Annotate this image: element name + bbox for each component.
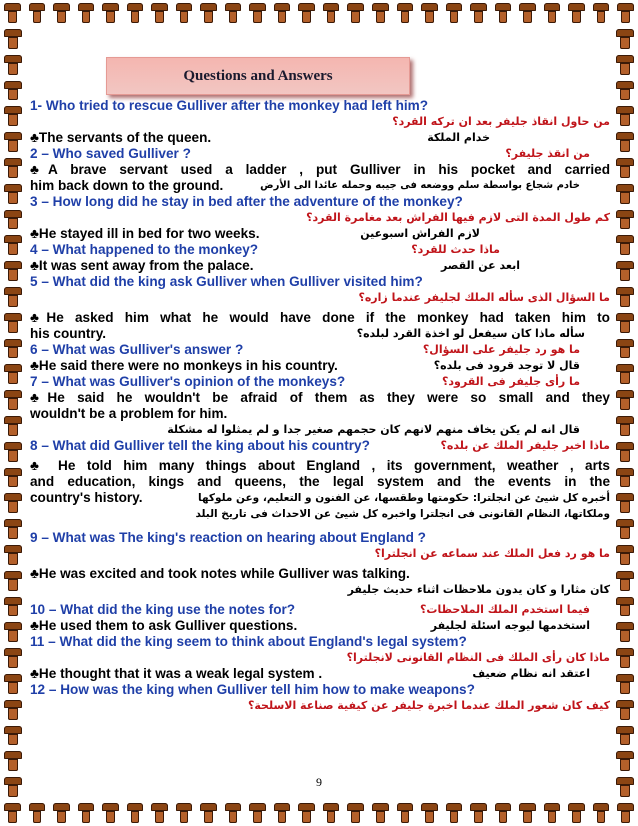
question-7: 7 – What was Gulliver's opinion of the monkeys? (30, 374, 346, 389)
border-ornament (612, 594, 638, 620)
question-6: 6 – What was Gulliver's answer ? (30, 342, 244, 357)
border-ornament (613, 800, 638, 826)
border-ornament (491, 800, 516, 826)
border-ornament (515, 0, 540, 26)
border-ornament (540, 800, 565, 826)
border-ornament (0, 748, 26, 774)
border-ornament (147, 800, 172, 826)
border-ornament (0, 258, 26, 284)
question-10: 10 – What did the king use the notes for? (30, 602, 296, 617)
border-ornament (612, 723, 638, 749)
answer-7-line-2: wouldn't be a problem for him. (30, 406, 228, 421)
answer-8-line-2: and education, kings and queens, the legal system and the events in the (30, 474, 610, 489)
border-ornament (123, 0, 148, 26)
question-6-arabic: ما هو رد جليفر على السؤال؟ (422, 343, 580, 356)
border-ornament (270, 0, 295, 26)
question-2-row (30, 146, 610, 162)
border-ornament (0, 310, 26, 336)
answer-8-arabic-1: أخبره كل شيئ عن انجلترا: حكومتها وطقسها، عن الفنون و التعليم، وعن ملوكها (198, 492, 610, 504)
question-12-arabic: كيف كان شعور الملك عندما اخبرة جليفر عن كيفية صناعة الاسلحة؟ (247, 699, 610, 712)
answer-10-row (30, 618, 610, 634)
question-4: 4 – What happened to the monkey? (30, 242, 259, 257)
border-ornament (612, 645, 638, 671)
border-ornament (393, 0, 418, 26)
border-ornament (612, 465, 638, 491)
border-ornament (612, 26, 638, 52)
border-ornament (0, 0, 25, 26)
question-10-row (30, 602, 610, 618)
border-ornament (540, 0, 565, 26)
border-ornament (0, 413, 26, 439)
border-ornament (319, 800, 344, 826)
border-ornament (0, 439, 26, 465)
border-ornament (74, 0, 99, 26)
question-11: 11 – What did the king seem to think about England's legal system? (30, 634, 467, 649)
border-ornament (343, 0, 368, 26)
border-ornament (245, 800, 270, 826)
answer-6-row (30, 358, 610, 374)
question-10-arabic: فيما استخدم الملك الملاحظات؟ (420, 603, 590, 616)
answer-4-arabic: ابعد عن القصر (440, 259, 520, 272)
answer-4-row (30, 258, 610, 274)
question-11-arabic: ماذا كان رأى الملك فى النظام القانونى لانجلترا؟ (346, 651, 610, 664)
border-ornament (0, 516, 26, 542)
border-ornament (319, 0, 344, 26)
border-ornament (74, 800, 99, 826)
border-ornament (612, 232, 638, 258)
border-ornament (0, 542, 26, 568)
border-ornament (612, 671, 638, 697)
border-ornament (49, 800, 74, 826)
answer-7-arabic: قال انه لم يكن يخاف منهم لانهم كان حجمهم صغير جدا و لم يمثلوا له مشكلة (167, 423, 580, 436)
border-ornament (442, 800, 467, 826)
border-ornament (0, 490, 26, 516)
qa-content (30, 98, 610, 714)
border-ornament (221, 0, 246, 26)
border-ornament (589, 0, 614, 26)
question-12: 12 – How was the king when Gulliver tell him how to make weapons? (30, 682, 475, 697)
answer-1-arabic: خدام الملكة (427, 131, 490, 144)
question-3: 3 – How long did he stay in bed after the adventure of the monkey? (30, 194, 463, 209)
answer-5-line-2: his country. (30, 326, 107, 341)
answer-9: ♣He was excited and took notes while Gulliver was talking. (30, 566, 410, 581)
answer-8-row (30, 490, 610, 506)
answer-3-arabic: لازم الفراش اسبوعين (360, 227, 480, 240)
border-ornament (612, 52, 638, 78)
border-ornament (98, 0, 123, 26)
answer-2-arabic: خادم شجاع بواسطة سلم ووضعه فى جيبه وحمله عائدا الى الأرض (260, 180, 580, 191)
border-ornament (612, 155, 638, 181)
answer-3: ♣He stayed ill in bed for two weeks. (30, 226, 260, 241)
question-8: 8 – What did Gulliver tell the king about his country? (30, 438, 370, 453)
border-ornament (196, 0, 221, 26)
answer-8-line-3: country's history. (30, 490, 143, 505)
border-ornament (515, 800, 540, 826)
question-8-arabic: ماذا اخبر جليفر الملك عن بلده؟ (440, 439, 610, 452)
answer-2-row (30, 178, 610, 194)
border-ornament (612, 490, 638, 516)
border-ornament (0, 284, 26, 310)
question-9: 9 – What was The king's reaction on hearing about England ? (30, 530, 426, 545)
border-ornament (196, 800, 221, 826)
border-ornament (0, 232, 26, 258)
border-ornament (564, 0, 589, 26)
question-2: 2 – Who saved Gulliver ? (30, 146, 191, 161)
answer-2-line-2: him back down to the ground. (30, 178, 224, 193)
question-1: 1- Who tried to rescue Gulliver after the monkey had left him? (30, 98, 429, 113)
border-ornament (564, 800, 589, 826)
border-ornament (612, 697, 638, 723)
answer-3-row (30, 226, 610, 242)
border-ornament (612, 387, 638, 413)
border-ornament (417, 0, 442, 26)
border-ornament (49, 0, 74, 26)
border-ornament (417, 800, 442, 826)
border-ornament (368, 800, 393, 826)
border-ornament (0, 181, 26, 207)
border-ornament (393, 800, 418, 826)
border-ornament (0, 207, 26, 233)
answer-8-line-1: ♣ He told him many things about England , its government, weather , arts (30, 458, 610, 473)
border-ornament (612, 181, 638, 207)
border-ornament (442, 0, 467, 26)
border-ornament (612, 103, 638, 129)
answer-6-arabic: قال لا توجد قرود فى بلده؟ (433, 359, 580, 372)
page-border-right (612, 26, 638, 800)
answer-11-arabic: اعتقد انه نظام ضعيف (472, 667, 590, 680)
border-ornament (466, 0, 491, 26)
answer-2-line-1: ♣A brave servant used a ladder , put Gulliver in his pocket and carried (30, 162, 610, 177)
border-ornament (0, 361, 26, 387)
answer-5-line-1: ♣He asked him what he would have done if the monkey had taken him to (30, 310, 610, 325)
border-ornament (589, 800, 614, 826)
border-ornament (0, 800, 25, 826)
border-ornament (612, 516, 638, 542)
border-ornament (612, 310, 638, 336)
border-ornament (612, 78, 638, 104)
answer-10: ♣He used them to ask Gulliver questions. (30, 618, 298, 633)
question-5-arabic: ما السؤال الذى سأله الملك لجليفر عندما زاره؟ (358, 291, 610, 304)
question-2-arabic: من انقذ جليفر؟ (505, 147, 590, 160)
border-ornament (172, 0, 197, 26)
question-8-row (30, 438, 610, 454)
border-ornament (25, 800, 50, 826)
question-3-arabic: كم طول المدة التى لازم فيها الفراش بعد مغامرة القرد؟ (306, 211, 610, 224)
border-ornament (0, 129, 26, 155)
border-ornament (0, 26, 26, 52)
border-ornament (294, 0, 319, 26)
answer-7-line-1: ♣He said he wouldn't be afraid of them as they were so small and they (30, 390, 610, 405)
answer-5-row (30, 326, 610, 342)
border-ornament (343, 800, 368, 826)
page-title: Questions and Answers (183, 67, 333, 84)
answer-9-arabic: كان مثارا و كان يدون ملاحظات اثناء حديث جليفر (347, 583, 610, 596)
title-box (106, 57, 410, 95)
border-ornament (245, 0, 270, 26)
border-ornament (0, 619, 26, 645)
answer-6: ♣He said there were no monkeys in his country. (30, 358, 338, 373)
border-ornament (0, 78, 26, 104)
question-7-arabic: ما رأى جليفر فى القرود؟ (442, 375, 580, 388)
border-ornament (0, 52, 26, 78)
border-ornament (612, 361, 638, 387)
border-ornament (612, 258, 638, 284)
border-ornament (0, 387, 26, 413)
border-ornament (612, 568, 638, 594)
border-ornament (612, 207, 638, 233)
border-ornament (612, 619, 638, 645)
border-ornament (466, 800, 491, 826)
border-ornament (491, 0, 516, 26)
question-5: 5 – What did the king ask Gulliver when Gulliver visited him? (30, 274, 423, 289)
question-1-arabic: من حاول انقاذ جليفر بعد ان تركه القرد؟ (392, 115, 610, 128)
border-ornament (0, 103, 26, 129)
border-ornament (612, 439, 638, 465)
border-ornament (0, 336, 26, 362)
question-4-row (30, 242, 610, 258)
border-ornament (0, 671, 26, 697)
border-ornament (98, 800, 123, 826)
answer-10-arabic: استخدمها ليوجه اسئلة لجليفر (430, 619, 590, 632)
border-ornament (221, 800, 246, 826)
answer-4: ♣It was sent away from the palace. (30, 258, 254, 273)
border-ornament (612, 284, 638, 310)
page-border-top (0, 0, 638, 26)
border-ornament (0, 594, 26, 620)
border-ornament (612, 413, 638, 439)
answer-11-row (30, 666, 610, 682)
border-ornament (123, 800, 148, 826)
border-ornament (0, 697, 26, 723)
border-ornament (172, 800, 197, 826)
border-ornament (0, 568, 26, 594)
border-ornament (147, 0, 172, 26)
border-ornament (612, 748, 638, 774)
border-ornament (0, 155, 26, 181)
border-ornament (612, 129, 638, 155)
border-ornament (612, 336, 638, 362)
border-ornament (368, 0, 393, 26)
border-ornament (294, 800, 319, 826)
border-ornament (25, 0, 50, 26)
answer-1: ♣The servants of the queen. (30, 130, 212, 145)
answer-1-row (30, 130, 610, 146)
border-ornament (612, 542, 638, 568)
answer-5-arabic: سأله ماذا كان سيفعل لو اخذة القرد لبلده؟ (356, 327, 585, 340)
answer-11: ♣He thought that it was a weak legal system . (30, 666, 323, 681)
question-4-arabic: ماذا حدث للقرد؟ (411, 243, 500, 256)
page-border-bottom (0, 800, 638, 826)
border-ornament (0, 465, 26, 491)
border-ornament (270, 800, 295, 826)
page-border-left (0, 26, 26, 800)
page-number: 9 (316, 775, 322, 789)
border-ornament (613, 0, 638, 26)
question-6-row (30, 342, 610, 358)
question-7-row (30, 374, 610, 390)
border-ornament (0, 645, 26, 671)
answer-8-arabic-2: وملكاتها، النظام القانونى فى انجلترا واخبره كل شيئ عن الاحداث فى تاريخ البلد (195, 508, 610, 520)
question-9-arabic: ما هو رد فعل الملك عند سماعه عن انجلترا؟ (374, 547, 610, 560)
border-ornament (0, 723, 26, 749)
